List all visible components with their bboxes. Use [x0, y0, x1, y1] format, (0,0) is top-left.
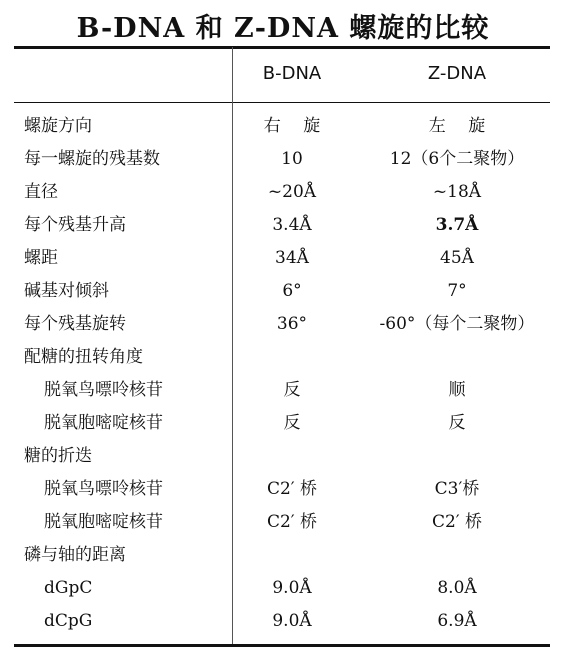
row-label: 每一螺旋的残基数: [24, 149, 160, 169]
b-dna-value: 6°: [282, 281, 302, 301]
z-dna-value: 顺: [448, 380, 466, 400]
z-dna-value: 左 旋: [428, 116, 486, 136]
top-rule: [14, 46, 550, 49]
z-dna-value: 反: [448, 413, 466, 433]
b-dna-value: 3.4Å: [272, 215, 312, 235]
b-dna-value: 10: [281, 149, 303, 169]
bottom-rule: [14, 644, 550, 647]
column-divider: [232, 47, 233, 644]
row-label: dCpG: [44, 611, 93, 631]
column-header-b-dna: B-DNA: [262, 63, 322, 84]
column-header-z-dna: Z-DNA: [427, 63, 487, 84]
z-dna-value: 7°: [447, 281, 467, 301]
z-dna-value: -60°（每个二聚物）: [379, 314, 535, 334]
z-dna-value: C2′ 桥: [431, 512, 483, 532]
z-dna-value: 8.0Å: [437, 578, 477, 598]
section-label: 糖的折迭: [24, 446, 92, 466]
table-title: B-DNA 和 Z-DNA 螺旋的比较: [76, 13, 490, 44]
z-dna-value: 6.9Å: [437, 611, 477, 631]
row-label: 每个残基旋转: [24, 314, 126, 334]
b-dna-value: 9.0Å: [272, 611, 312, 631]
z-dna-value: 3.7Å: [435, 215, 479, 235]
b-dna-value: 34Å: [275, 248, 309, 268]
row-label: 脱氧鸟嘌呤核苷: [44, 479, 163, 499]
z-dna-value: ~18Å: [432, 182, 482, 202]
b-dna-value: ~20Å: [267, 182, 317, 202]
row-label: 螺距: [24, 248, 58, 268]
b-dna-value: 右 旋: [263, 116, 321, 136]
b-dna-value: 9.0Å: [272, 578, 312, 598]
row-label: 螺旋方向: [24, 116, 92, 136]
b-dna-value: 反: [283, 413, 301, 433]
z-dna-value: 45Å: [440, 248, 474, 268]
row-label: 脱氧胞嘧啶核苷: [44, 413, 163, 433]
row-label: dGpC: [44, 578, 93, 598]
row-label: 脱氧胞嘧啶核苷: [44, 512, 163, 532]
header-rule: [14, 102, 550, 103]
row-label: 脱氧鸟嘌呤核苷: [44, 380, 163, 400]
row-label: 碱基对倾斜: [24, 281, 109, 301]
b-dna-value: C2′ 桥: [266, 479, 318, 499]
z-dna-value: C3′桥: [434, 479, 480, 499]
b-dna-value: 反: [283, 380, 301, 400]
section-label: 磷与轴的距离: [24, 545, 126, 565]
section-label: 配糖的扭转角度: [24, 347, 143, 367]
row-label: 直径: [24, 182, 58, 202]
z-dna-value: 12（6个二聚物）: [389, 149, 525, 169]
row-label: 每个残基升高: [24, 215, 126, 235]
b-dna-value: C2′ 桥: [266, 512, 318, 532]
b-dna-value: 36°: [276, 314, 308, 334]
